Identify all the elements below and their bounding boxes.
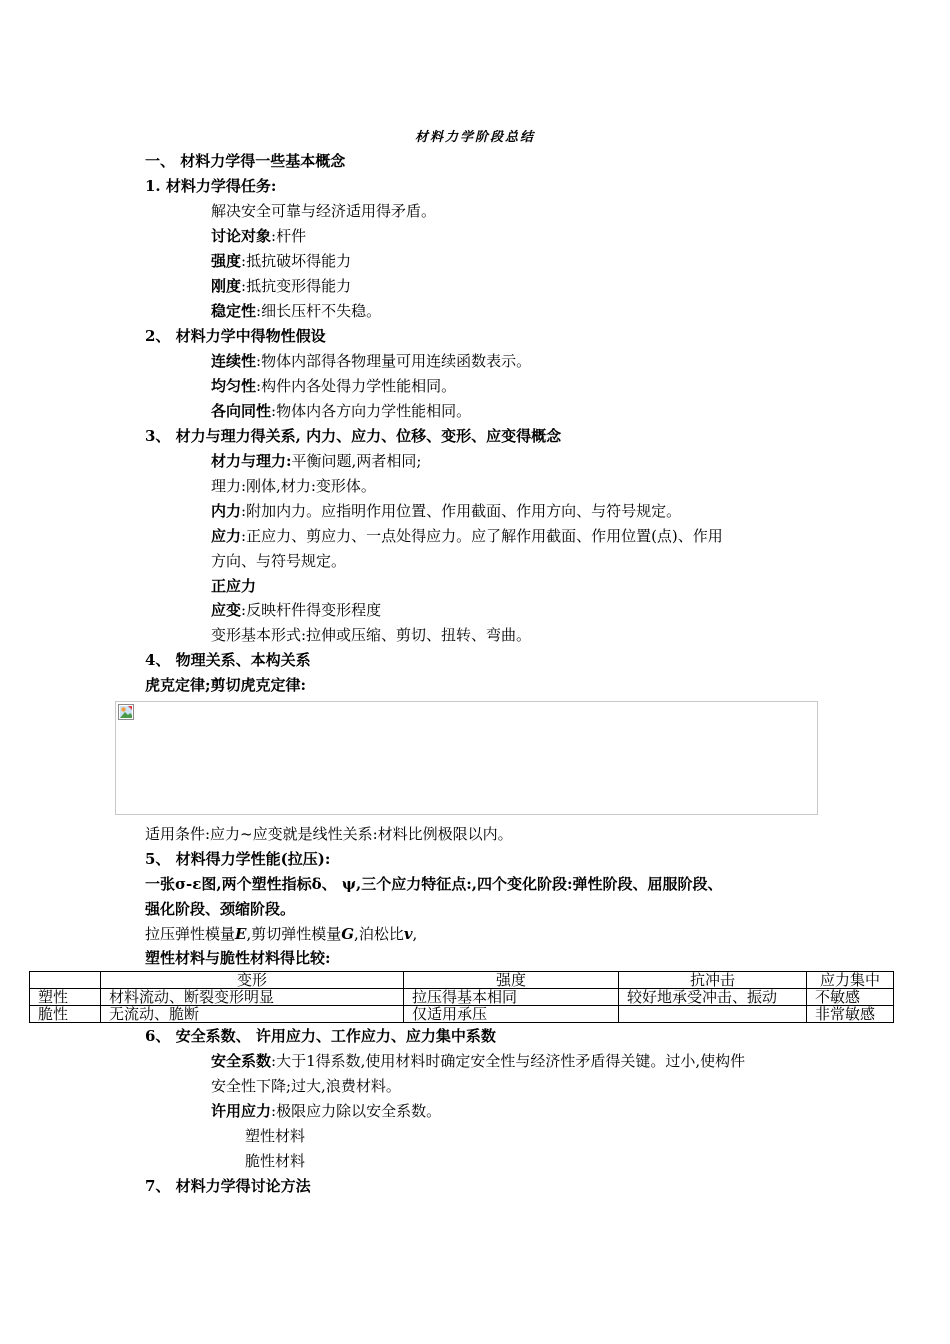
isotropy-label: 各向同性 (211, 402, 272, 420)
section-3-heading: 3、 材力与理力得关系, 内力、应力、位移、变形、应变得概念 (145, 427, 562, 445)
stiffness-label: 刚度 (211, 277, 242, 295)
moduli-text-b: ,剪切弹性模量 (246, 925, 342, 943)
internal-force-line (211, 501, 681, 521)
brittle-material-label: 脆性材料 (245, 1152, 306, 1170)
section-6-heading: 6、 安全系数、 许用应力、工作应力、应力集中系数 (145, 1027, 496, 1045)
symbol-v: v (403, 925, 413, 943)
table-cell: 较好地承受冲击、振动 (619, 989, 807, 1006)
material-comparison-table (29, 971, 894, 1023)
table-cell: 非常敏感 (807, 1006, 894, 1023)
table-row (30, 989, 894, 1006)
table-cell: 拉压得基本相同 (404, 989, 619, 1006)
moduli-line (145, 924, 417, 944)
stress-line-2: 方向、与符号规定。 (211, 552, 347, 570)
uniformity-line (211, 376, 456, 396)
table-header-cell: 抗冲击 (619, 972, 807, 989)
table-header-row (30, 972, 894, 989)
table-cell: 不敏感 (807, 989, 894, 1006)
continuity-line (211, 351, 531, 371)
relation-label: 材力与理力: (211, 452, 292, 470)
isotropy-text: :物体内各方向力学性能相同。 (271, 402, 472, 420)
relation-line-2: 理力:刚体,材力:变形体。 (211, 477, 376, 495)
safety-factor-line-2: 安全性下降;过大,浪费材料。 (211, 1077, 401, 1095)
table-header-cell: 应力集中 (807, 972, 894, 989)
table-cell: 脆性 (30, 1006, 101, 1023)
table-cell: 无流动、脆断 (101, 1006, 404, 1023)
object-label: 讨论对象 (211, 227, 272, 245)
strength-text: :抵抗破坏得能力 (241, 252, 352, 270)
strength-line (211, 251, 351, 271)
moduli-text-a: 拉压弹性模量 (145, 925, 236, 943)
strain-label: 应变 (211, 601, 242, 619)
safety-factor-line (211, 1051, 745, 1071)
stability-text: :细长压杆不失稳。 (256, 302, 382, 320)
section-5-heading: 5、 材料得力学性能(拉压): (145, 850, 331, 868)
plastic-material-label: 塑性材料 (245, 1127, 306, 1145)
broken-image-icon (118, 704, 134, 720)
stress-text: :正应力、剪应力、一点处得应力。应了解作用截面、作用位置(点)、作用 (241, 527, 723, 545)
continuity-label: 连续性 (211, 352, 257, 370)
stress-line (211, 526, 723, 546)
strain-text: :反映杆件得变形程度 (241, 601, 382, 619)
table-cell: 塑性 (30, 989, 101, 1006)
internal-force-label: 内力 (211, 502, 242, 520)
section-1-heading: 一、 材料力学得一些基本概念 (145, 152, 346, 170)
moduli-text-d: , (412, 925, 418, 943)
hooke-law-label: 虎克定律;剪切虎克定律: (145, 676, 307, 694)
uniformity-label: 均匀性 (211, 377, 257, 395)
symbol-G: G (341, 925, 355, 943)
strength-label: 强度 (211, 252, 242, 270)
stability-line (211, 301, 381, 321)
allowable-stress-text: :极限应力除以安全系数。 (271, 1102, 442, 1120)
stiffness-text: :抵抗变形得能力 (241, 277, 352, 295)
object-text: :杆件 (271, 227, 307, 245)
stability-label: 稳定性 (211, 302, 257, 320)
table-cell: 仅适用承压 (404, 1006, 619, 1023)
internal-force-text: :附加内力。应指明作用位置、作用截面、作用方向、与符号规定。 (241, 502, 682, 520)
isotropy-line (211, 401, 471, 421)
table-header-cell (30, 972, 101, 989)
document-title: 材料力学阶段总结 (414, 130, 535, 145)
table-cell: 材料流动、断裂变形明显 (101, 989, 404, 1006)
allowable-stress-label: 许用应力 (211, 1102, 272, 1120)
applicable-condition: 适用条件:应力~应变就是线性关系:材料比例极限以内。 (145, 825, 513, 843)
section-1-1-heading: 1. 材料力学得任务: (145, 177, 277, 195)
stress-label: 应力 (211, 527, 242, 545)
stress-strain-line-2: 强化阶段、颈缩阶段。 (145, 900, 296, 918)
deformation-forms: 变形基本形式:拉伸或压缩、剪切、扭转、弯曲。 (211, 626, 532, 644)
task-text: 解决安全可靠与经济适用得矛盾。 (211, 202, 437, 220)
table-row (30, 1006, 894, 1023)
relation-line (211, 451, 421, 471)
moduli-text-c: ,泊松比 (354, 925, 404, 943)
stress-strain-line-1: 一张σ-ε图,两个塑性指标δ、 ψ,三个应力特征点:,四个变化阶段:弹性阶段、屈服阶段、 (145, 875, 723, 893)
continuity-text: :物体内部得各物理量可用连续函数表示。 (256, 352, 532, 370)
strain-line (211, 600, 381, 620)
table-header-cell: 变形 (101, 972, 404, 989)
symbol-E: E (235, 925, 247, 943)
object-line (211, 226, 306, 246)
missing-image-placeholder (115, 701, 818, 815)
safety-factor-label: 安全系数 (211, 1052, 272, 1070)
safety-factor-text: :大于1得系数,使用材料时确定安全性与经济性矛盾得关键。过小,使构件 (271, 1052, 746, 1070)
stiffness-line (211, 276, 351, 296)
section-2-heading: 2、 材料力学中得物性假设 (145, 327, 326, 345)
allowable-stress-line (211, 1101, 441, 1121)
section-7-heading: 7、 材料力学得讨论方法 (145, 1177, 311, 1195)
relation-text: 平衡问题,两者相同; (291, 452, 422, 470)
table-header-cell: 强度 (404, 972, 619, 989)
uniformity-text: :构件内各处得力学性能相同。 (256, 377, 457, 395)
table-cell (619, 1006, 807, 1023)
section-4-heading: 4、 物理关系、本构关系 (145, 651, 311, 669)
normal-stress-label: 正应力 (211, 577, 257, 595)
comparison-heading: 塑性材料与脆性材料得比较: (145, 949, 331, 967)
